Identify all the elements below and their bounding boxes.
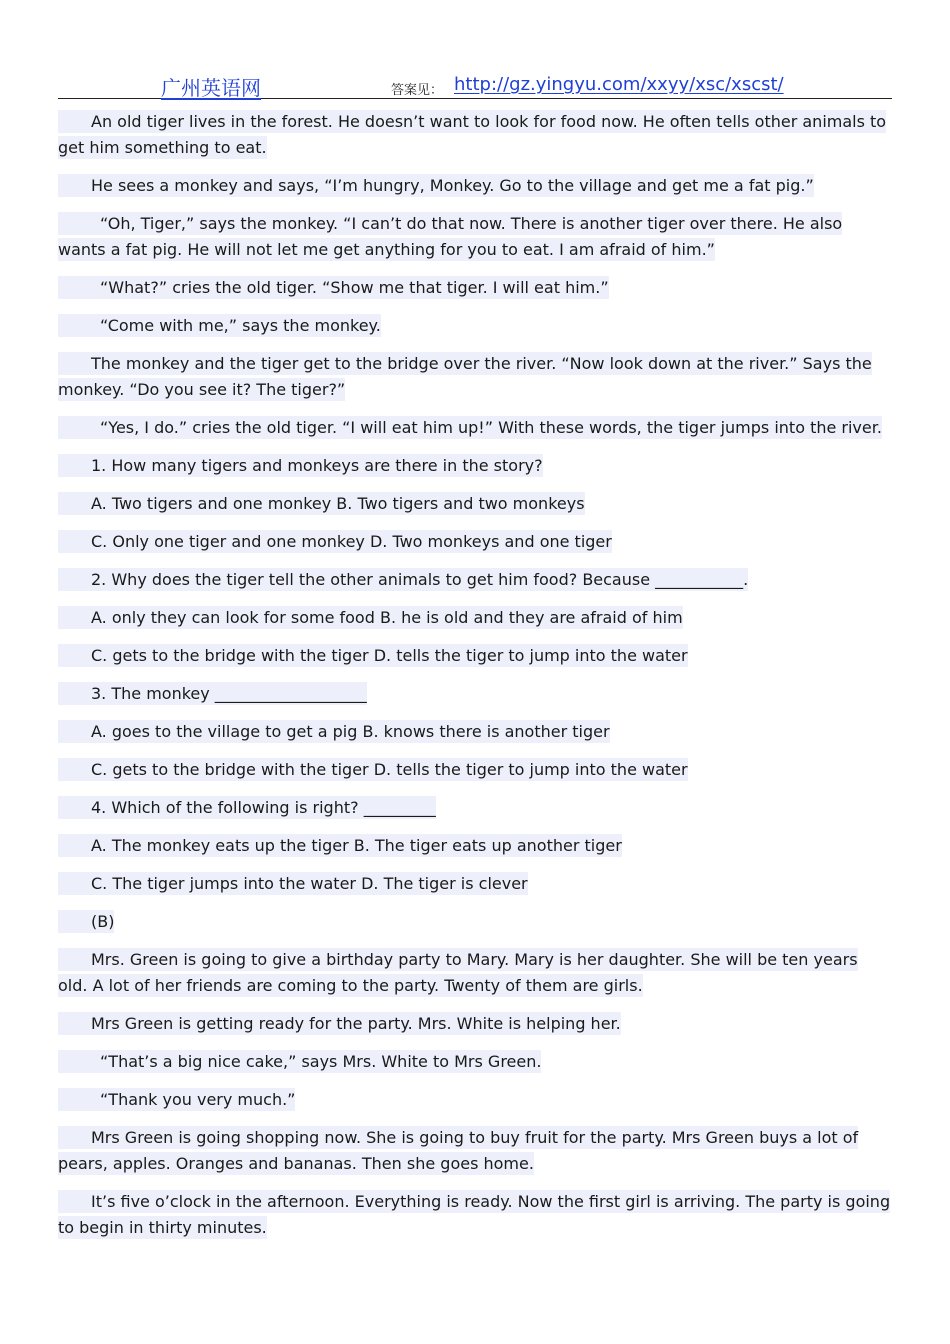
question-stem: 3. The monkey ___________________ [58,681,892,707]
answer-label: 答案见： [391,83,444,98]
question-options: A. goes to the village to get a pig B. knows there is another tiger [58,719,892,745]
story-a-paragraph: “Come with me,” says the monkey. [58,313,892,339]
question-stem: 1. How many tigers and monkeys are there in the story? [58,453,892,479]
story-b-paragraph: Mrs Green is getting ready for the party. Mrs. White is helping her. [58,1011,892,1037]
story-a-paragraph: An old tiger lives in the forest. He doesn’t want to look for food now. He often tells other animals to get him something to eat. [58,112,887,157]
section-b-label: (B) [58,909,892,935]
document-body [58,109,892,1253]
story-a-paragraph: “Oh, Tiger,” says the monkey. “I can’t do that now. There is another tiger over there. He also wants a fat pig. He will not let me get anything for you to eat. I am afraid of him.” [58,214,843,259]
question-stem: 2. Why does the tiger tell the other animals to get him food? Because ___________. [58,567,892,593]
question-options: C. gets to the bridge with the tiger D. tells the tiger to jump into the water [58,757,892,783]
story-a-paragraph: The monkey and the tiger get to the bridge over the river. “Now look down at the river.” Says the monkey. “Do you see it? The tiger?” [58,354,872,399]
story-a-paragraph: He sees a monkey and says, “I’m hungry, Monkey. Go to the village and get me a fat pig.” [58,173,892,199]
answer-url-link[interactable]: http://gz.yingyu.com/xxyy/xsc/xscst/ [454,74,784,95]
story-a-paragraph: “Yes, I do.” cries the old tiger. “I will eat him up!” With these words, the tiger jumps into the river. [58,415,892,441]
story-b-paragraph: It’s five o’clock in the afternoon. Everything is ready. Now the first girl is arriving. The party is going to begin in thirty minutes. [58,1192,891,1237]
story-b-paragraph: “That’s a big nice cake,” says Mrs. White to Mrs Green. [58,1049,892,1075]
site-name-link[interactable]: 广州英语网 [161,76,261,100]
story-b-paragraph: Mrs Green is going shopping now. She is going to buy fruit for the party. Mrs Green buys a lot of pears, apples. Oranges and bananas. Then she goes home. [58,1128,859,1173]
story-b-paragraph: Mrs. Green is going to give a birthday party to Mary. Mary is her daughter. She will be ten years old. A lot of her friends are coming to the party. Twenty of them are girls. [58,950,858,995]
question-options: A. only they can look for some food B. he is old and they are afraid of him [58,605,892,631]
question-stem: 4. Which of the following is right? _________ [58,795,892,821]
question-options: A. The monkey eats up the tiger B. The tiger eats up another tiger [58,833,892,859]
story-b-paragraph: “Thank you very much.” [58,1087,892,1113]
story-a-paragraph: “What?” cries the old tiger. “Show me that tiger. I will eat him.” [58,275,892,301]
question-options: A. Two tigers and one monkey B. Two tigers and two monkeys [58,491,892,517]
question-options: C. Only one tiger and one monkey D. Two monkeys and one tiger [58,529,892,555]
question-options: C. gets to the bridge with the tiger D. tells the tiger to jump into the water [58,643,892,669]
page-header [58,68,892,99]
question-options: C. The tiger jumps into the water D. The tiger is clever [58,871,892,897]
